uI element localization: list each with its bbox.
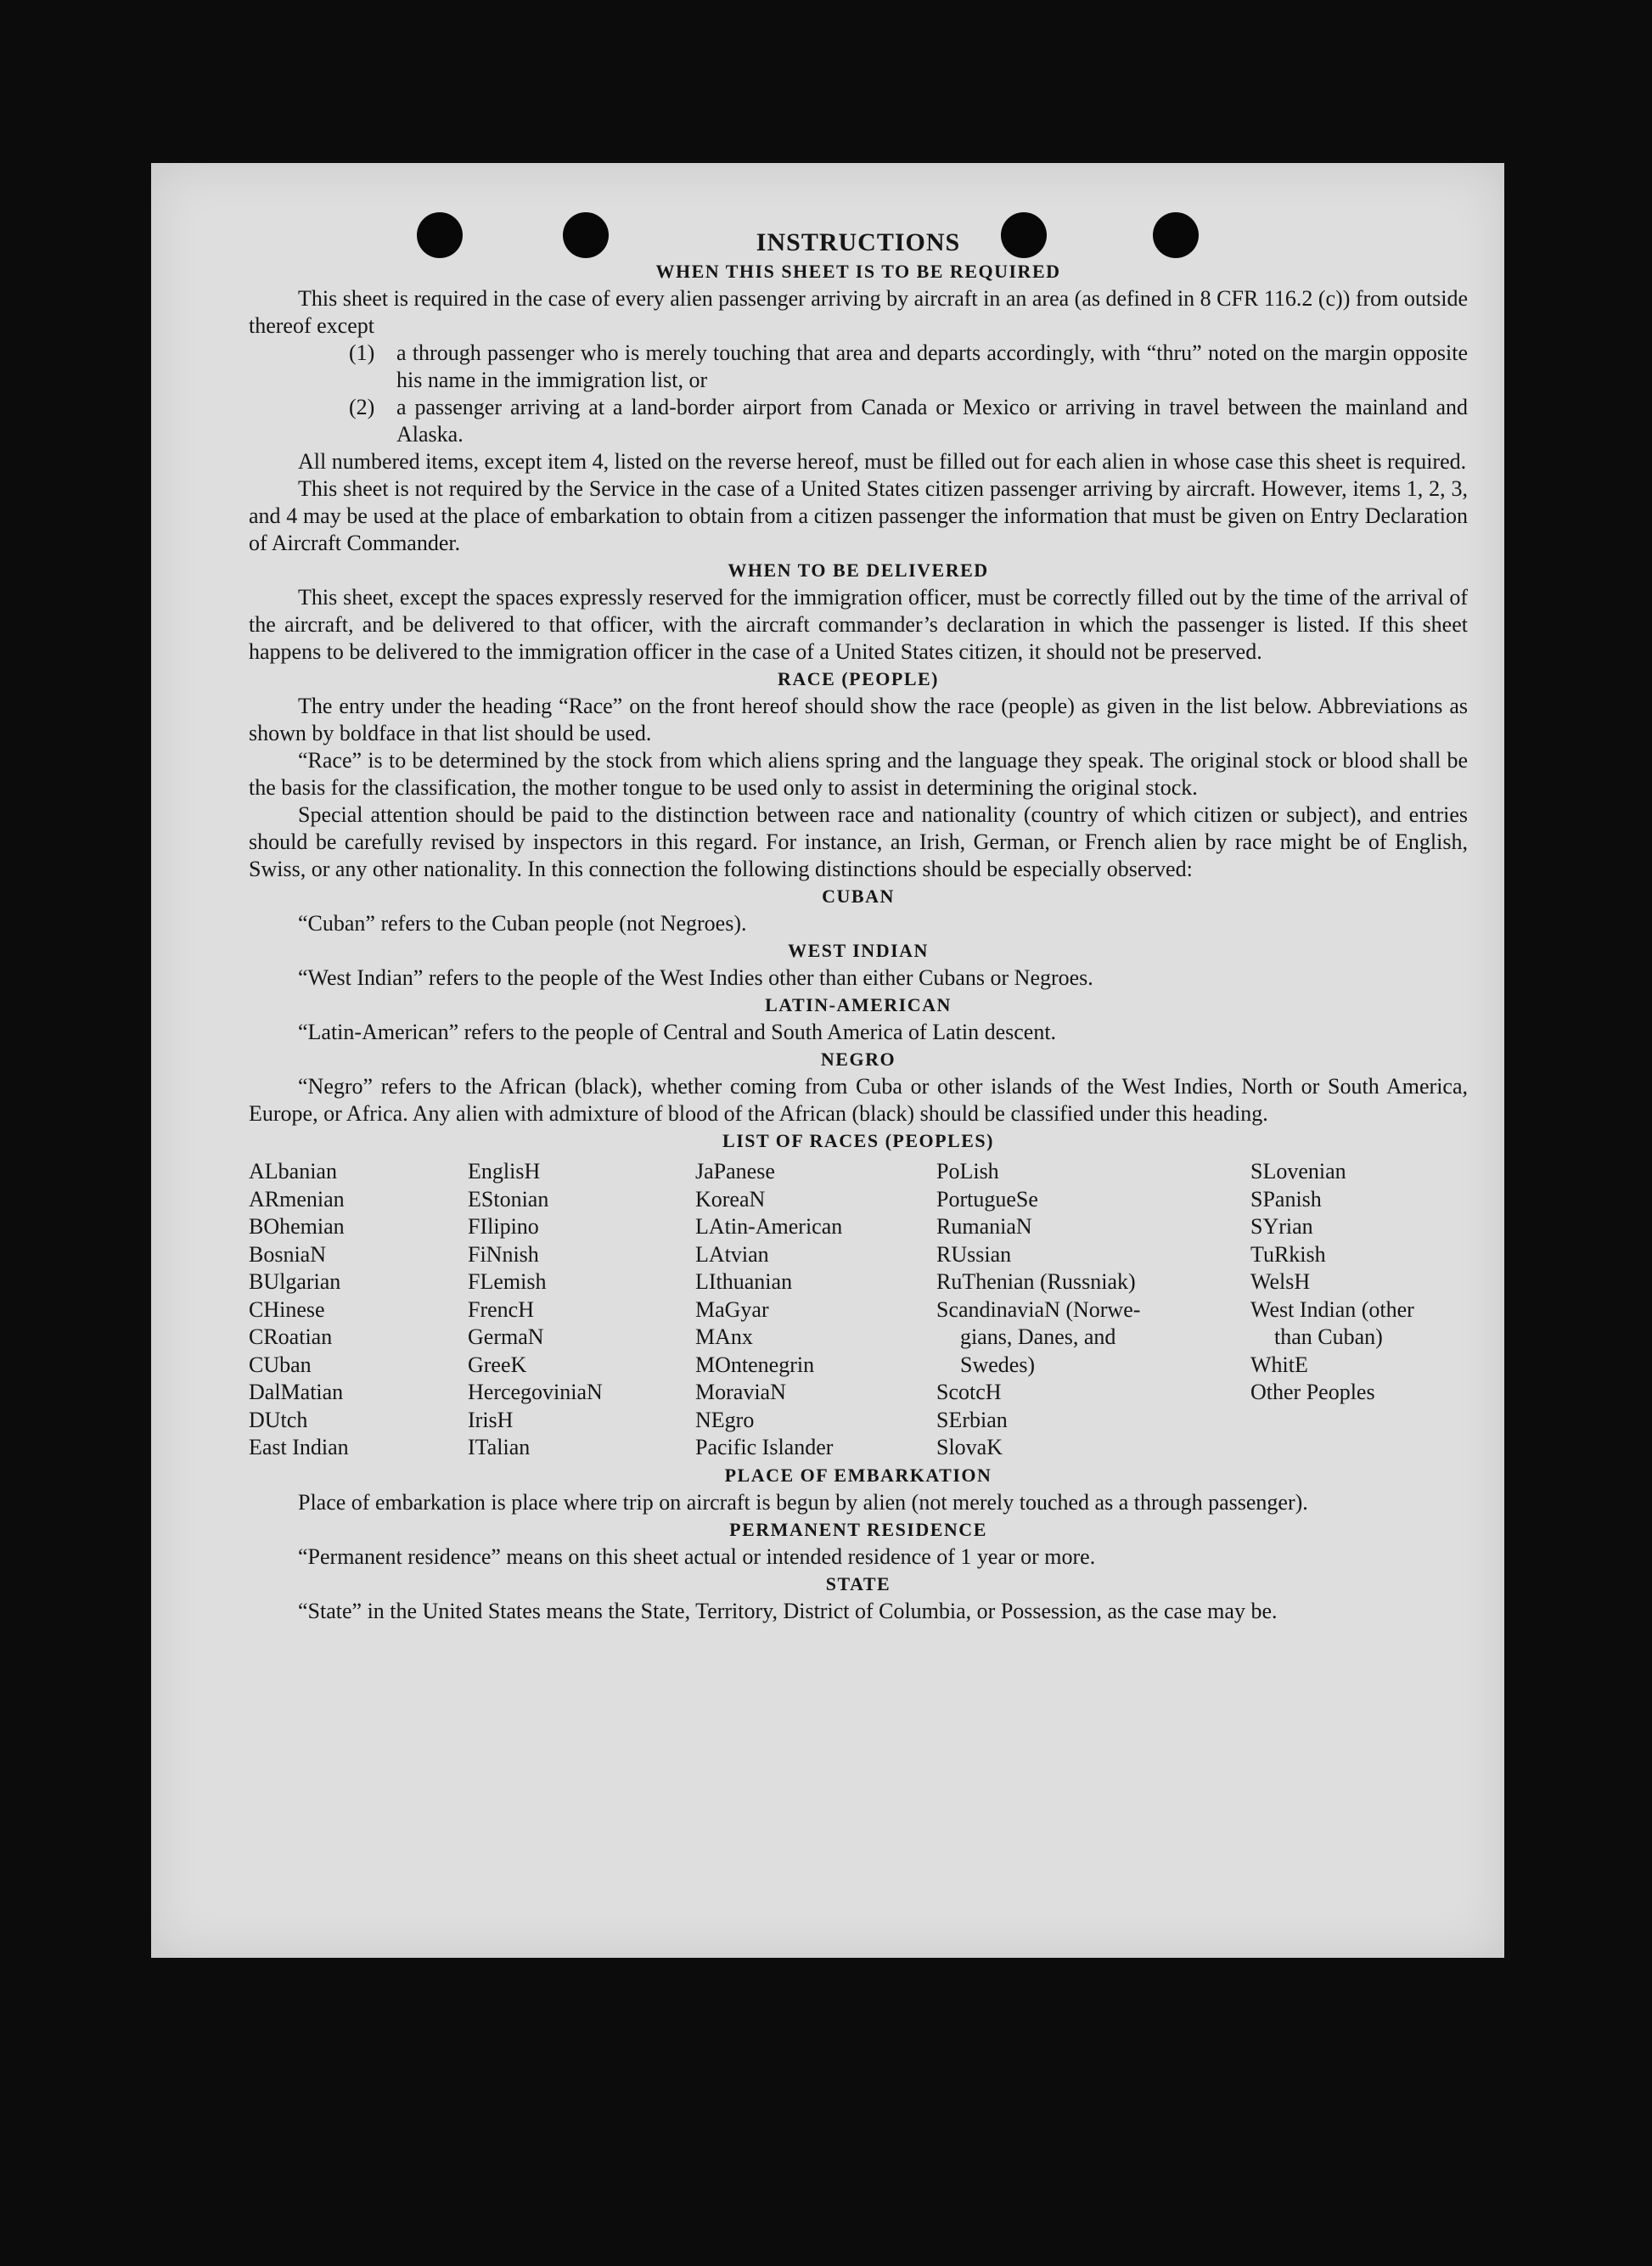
race-entry: GermaN [468,1324,544,1349]
paragraph: Special attention should be paid to the distinction between race and nationality (country of which citizen or subject), and entries should be carefully revised by inspectors in this regard. For instance, an Irish, German, or French alien by race might be of English, Swiss, or any other nationality. In this connection the following distinctions should be especially observed: [249,802,1468,881]
races-column [695,1158,936,1462]
race-entry: JaPanese [695,1159,775,1184]
race-entry: SPanish [1250,1186,1322,1212]
race-entry: MoraviaN [695,1380,786,1404]
race-entry: Pacific Islander [695,1435,834,1459]
race-entry: SYrian [1250,1214,1313,1239]
paragraph: “Latin-American” refers to the people of Central and South America of Latin descent. [298,1020,1057,1044]
race-entry: MaGyar [695,1296,769,1322]
section-heading: PERMANENT RESIDENCE [729,1518,987,1540]
race-entry: ITalian [468,1435,531,1459]
race-entry: MAnx [695,1324,753,1349]
races-column [1250,1158,1468,1462]
paragraph: “Permanent residence” means on this sheet actual or intended residence of 1 year or more. [298,1543,1096,1569]
race-entry: ScotcH [936,1380,1002,1404]
item-number: (2) [349,395,375,419]
section-heading: WHEN TO BE DELIVERED [728,559,989,581]
race-entry: FIlipino [468,1214,539,1239]
race-entry: FLemish [468,1269,547,1294]
race-entry: IrisH [468,1407,514,1432]
race-entry: EStonian [468,1186,549,1212]
paragraph: All numbered items, except item 4, listed on the reverse hereof, must be filled out for each alien in whose case this sheet is required. [298,449,1467,474]
section-heading: WHEN THIS SHEET IS TO BE REQUIRED [655,261,1061,282]
paragraph: The entry under the heading “Race” on the front hereof should show the race (people) as given in the list below. Abbreviations as shown by boldface in that list should be used. [249,694,1468,745]
race-entry: HercegoviniaN [468,1380,603,1404]
race-entry: DUtch [249,1407,308,1432]
race-entry: PoLish [936,1159,999,1184]
races-list [249,1158,1468,1462]
race-entry: ARmenian [249,1186,345,1212]
race-entry: MOntenegrin [695,1352,815,1377]
race-entry: LAtvian [695,1241,769,1267]
race-entry: WhitE [1250,1352,1308,1377]
races-column [249,1158,468,1462]
race-entry: LAtin-American [695,1214,843,1239]
race-entry: Swedes) [960,1352,1036,1377]
paragraph: This sheet is required in the case of every alien passenger arriving by aircraft in an area (as defined in 8 CFR 116.2 (c)) from outside thereof except [249,286,1468,338]
paragraph: This sheet is not required by the Service in the case of a United States citizen passenger arriving by aircraft. However, items 1, 2, 3, and 4 may be used at the place of embarkation to obtain from a citizen passenger the information that must be given on Entry Declaration of Aircraft Commander. [249,476,1468,555]
race-entry: CRoatian [249,1324,333,1349]
race-entry: CHinese [249,1296,325,1322]
item-text: a through passenger who is merely touching that area and departs accordingly, with “thru” noted on the margin opposite his name in the immigration list, or [396,340,1468,392]
instructions-content [249,228,1468,1625]
race-entry: NEgro [695,1407,755,1432]
race-entry: CUban [249,1352,312,1377]
race-entry: than Cuban) [1274,1324,1383,1349]
race-entry: DalMatian [249,1380,344,1404]
race-entry: PortugueSe [936,1186,1038,1212]
section-heading: PLACE OF EMBARKATION [724,1464,992,1486]
paragraph: “State” in the United States means the State, Territory, District of Columbia, or Possession, as the case may be. [298,1598,1278,1623]
race-entry: gians, Danes, and [960,1324,1116,1349]
page-title: INSTRUCTIONS [756,228,961,256]
race-entry: West Indian (other [1250,1296,1414,1322]
race-entry: LIthuanian [695,1269,793,1294]
race-entry: SErbian [936,1407,1008,1432]
section-heading: RACE (PEOPLE) [778,668,939,689]
race-entry: FrencH [468,1296,534,1322]
races-column [936,1158,1250,1462]
paragraph: Place of embarkation is place where trip on aircraft is begun by alien (not merely touched as a through passenger). [298,1489,1308,1515]
race-entry: ScandinaviaN (Norwe- [936,1296,1141,1322]
race-entry: SlovaK [936,1435,1003,1459]
race-entry: BosniaN [249,1241,326,1267]
section-heading: CUBAN [822,886,895,907]
race-entry: Other Peoples [1250,1380,1375,1404]
race-entry: WelsH [1250,1269,1311,1294]
paragraph: “West Indian” refers to the people of the West Indies other than either Cubans or Negroes. [298,965,1093,990]
race-entry: RUssian [936,1241,1012,1267]
race-entry: RuThenian (Russniak) [936,1269,1136,1294]
paragraph: “Race” is to be determined by the stock from which aliens spring and the language they speak. The original stock or blood shall be the basis for the classification, the mother tongue to be used only to assist in determining the original stock. [249,748,1468,800]
list-item [249,394,1468,448]
race-entry: TuRkish [1250,1241,1326,1267]
section-heading: LIST OF RACES (PEOPLES) [722,1130,994,1151]
race-entry: EnglisH [468,1159,541,1184]
race-entry: BUlgarian [249,1269,341,1294]
races-column [468,1158,695,1462]
race-entry: ALbanian [249,1159,337,1184]
paragraph: “Cuban” refers to the Cuban people (not Negroes). [298,911,747,936]
section-heading: STATE [825,1572,891,1594]
section-heading: NEGRO [820,1049,896,1070]
paragraph: “Negro” refers to the African (black), whether coming from Cuba or other islands of the West Indies, North or South America, Europe, or Africa. Any alien with admixture of blood of the African (black) should be classified under this heading. [249,1074,1468,1126]
race-entry: BOhemian [249,1214,345,1239]
section-heading: WEST INDIAN [788,940,929,961]
race-entry: East Indian [249,1435,349,1459]
race-entry: SLovenian [1250,1159,1346,1184]
race-entry: RumaniaN [936,1214,1032,1239]
section-heading: LATIN-AMERICAN [765,994,952,1015]
race-entry: FiNnish [468,1241,539,1267]
list-item [249,340,1468,394]
item-number: (1) [349,340,375,365]
item-text: a passenger arriving at a land-border airport from Canada or Mexico or arriving in travel between the mainland and Alaska. [396,395,1468,447]
race-entry: KoreaN [695,1186,766,1212]
paragraph: This sheet, except the spaces expressly reserved for the immigration officer, must be correctly filled out by the time of the arrival of the aircraft, and be delivered to that officer, with the aircraft commander’s declaration in which the passenger is listed. If this sheet happens to be delivered to the immigration officer in the case of a United States citizen, it should not be preserved. [249,585,1468,664]
race-entry: GreeK [468,1352,527,1377]
